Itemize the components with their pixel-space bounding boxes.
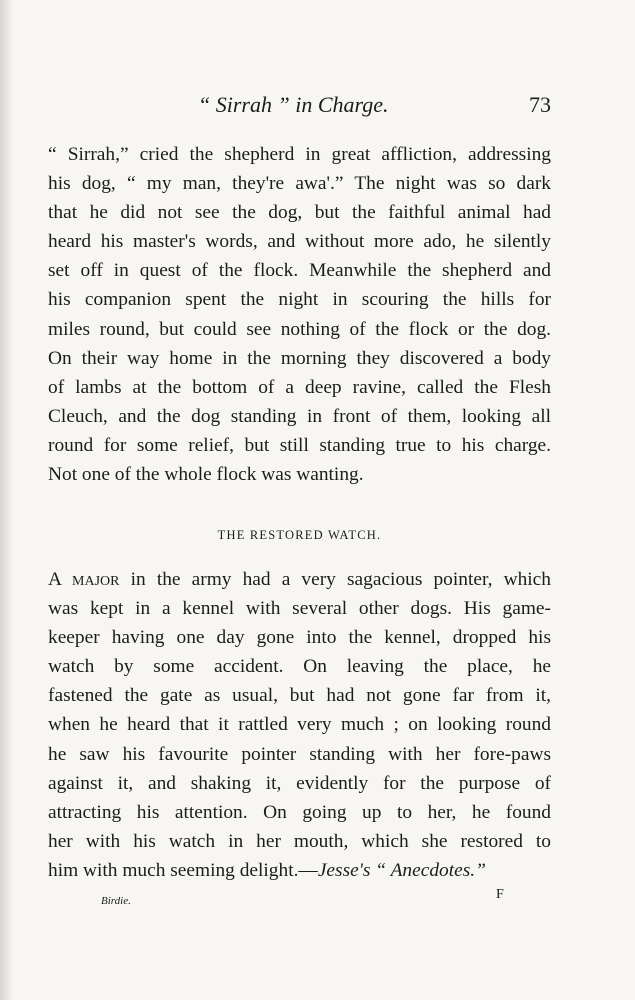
drop-word: A major: [48, 569, 120, 590]
text-line: keeper having one day gone into the kennel, dropped his: [48, 627, 551, 649]
text-line: set off in quest of the flock. Meanwhile the shepherd and: [48, 260, 551, 282]
text-line: his companion spent the night in scouring the hills for: [48, 289, 551, 311]
text-line: fastened the gate as usual, but had not gone far from it,: [48, 685, 551, 707]
last-line-text: him with much seeming delight.—: [48, 859, 318, 881]
first-line-text: in the army had a very sagacious pointer, which: [119, 569, 551, 590]
section-heading: THE RESTORED WATCH.: [217, 528, 382, 542]
text-line: On their way home in the morning they discovered a body: [48, 347, 551, 369]
citation-author: Jesse's: [317, 859, 371, 881]
text-line: against it, and shaking it, evidently for the purpose of: [48, 772, 551, 794]
text-line: Cleuch, and the dog standing in front of them, looking all: [48, 405, 551, 427]
footer-signature: Birdie.: [101, 895, 131, 907]
page-number: 73: [529, 92, 551, 117]
text-line: of lambs at the bottom of a deep ravine, called the Flesh: [48, 376, 551, 398]
text-line: attracting his attention. On going up to her, he found: [48, 801, 551, 823]
text-line: he saw his favourite pointer standing with her fore-paws: [48, 743, 551, 765]
running-head: “ Sirrah ” in Charge.: [198, 92, 389, 117]
citation-title: “ Anecdotes.”: [370, 859, 486, 881]
page-edge-shadow: [0, 0, 14, 1000]
text-line: [48, 856, 551, 885]
text-line: [48, 565, 551, 594]
paragraph-restored-watch: [48, 565, 551, 885]
paragraph-sirrah: [48, 140, 551, 489]
text-line: his dog, “ my man, they're awa'.” The night was so dark: [48, 173, 551, 195]
text-line: Not one of the whole flock was wanting.: [48, 464, 364, 486]
text-line: heard his master's words, and without more ado, he silently: [48, 231, 551, 253]
text-line: was kept in a kennel with several other dogs. His game-: [48, 598, 551, 620]
text-line: miles round, but could see nothing of the flock or the dog.: [48, 318, 551, 340]
text-line: when he heard that it rattled very much ; on looking round: [48, 714, 551, 736]
text-line: round for some relief, but still standing true to his charge.: [48, 434, 551, 456]
text-line: that he did not see the dog, but the faithful animal had: [48, 202, 551, 224]
page-header: [48, 92, 551, 122]
text-line: watch by some accident. On leaving the place, he: [48, 656, 551, 678]
signature-mark: F: [496, 887, 504, 902]
text-line: her with his watch in her mouth, which she restored to: [48, 830, 551, 852]
text-line: “ Sirrah,” cried the shepherd in great affliction, addressing: [48, 144, 551, 165]
